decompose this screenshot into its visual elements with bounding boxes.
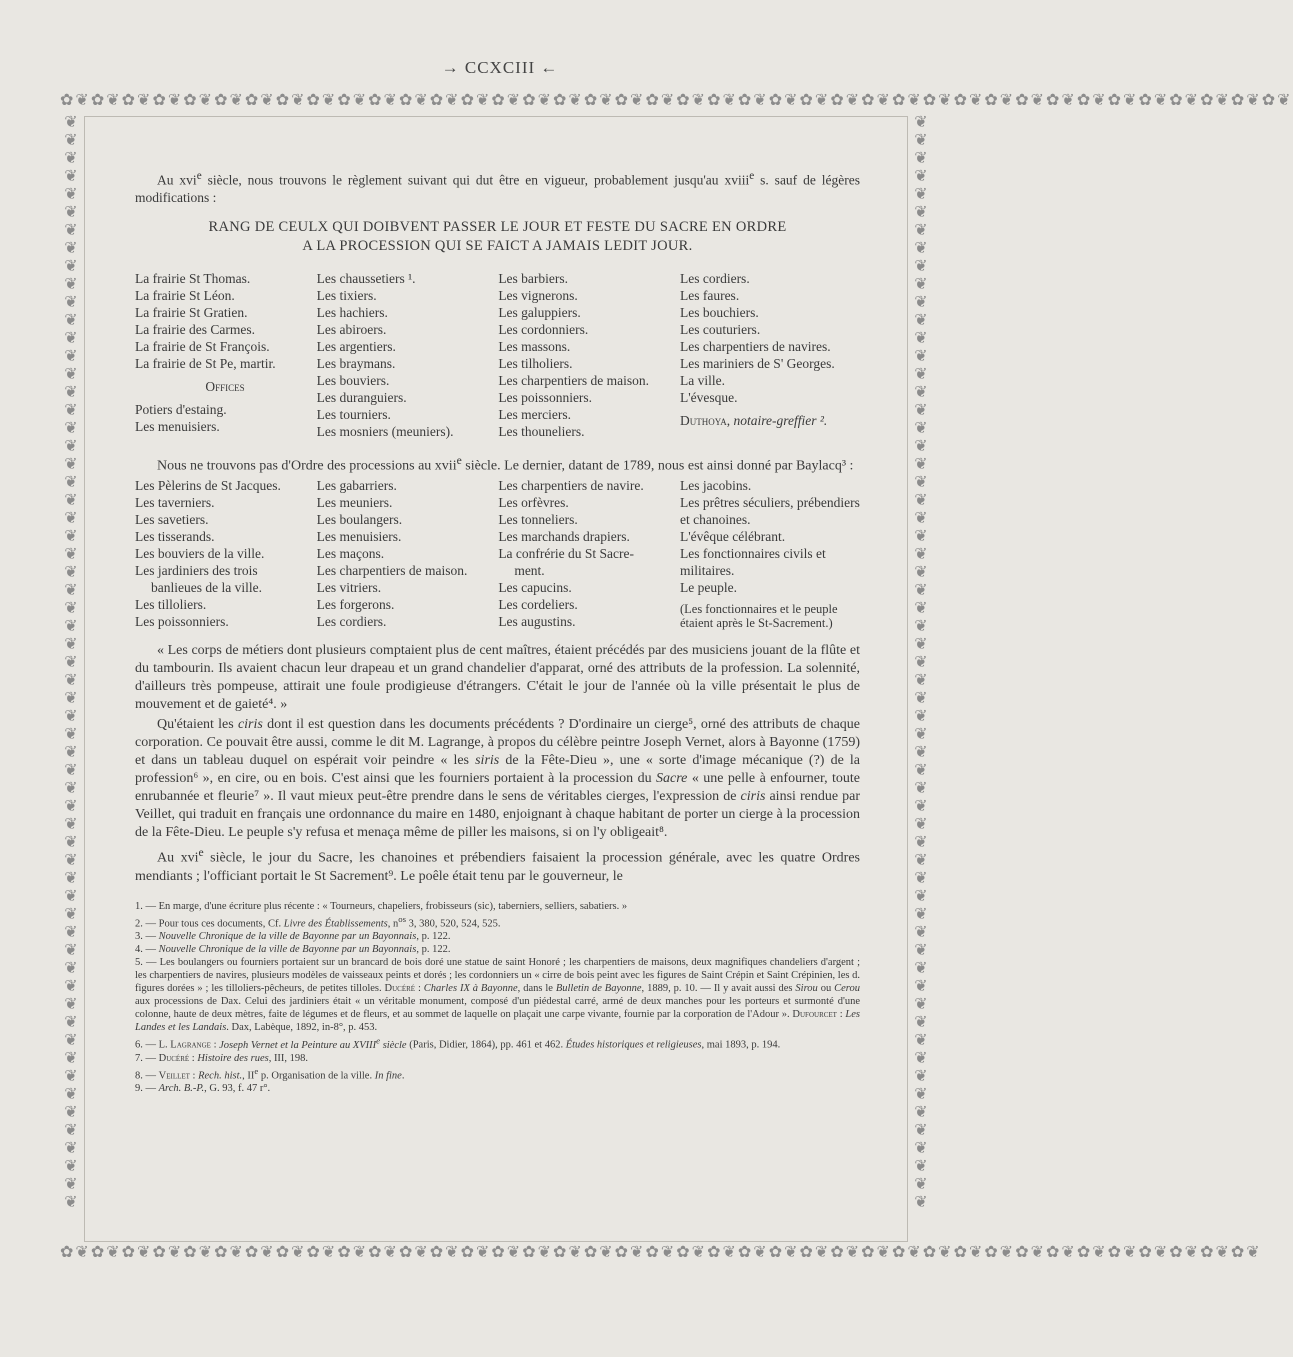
list-item: Les menuisiers. <box>135 418 220 434</box>
list-item: L'évesque. <box>679 389 738 405</box>
list-item: Les cordonniers. <box>498 321 589 337</box>
page-content <box>135 168 860 1095</box>
list-item: Les tisserands. <box>135 529 215 545</box>
list-item: Les charpentiers de navire. <box>498 478 644 494</box>
list-item: Les abiroers. <box>316 321 387 337</box>
list-item: Le peuple. <box>679 580 737 596</box>
offices-heading: Offices <box>205 378 245 394</box>
list-item: Les hachiers. <box>316 304 388 320</box>
list-item: Les vitriers. <box>316 580 382 596</box>
list-item: Les charpentiers de maison. <box>316 563 468 579</box>
list-item: Les barbiers. <box>498 270 569 286</box>
list-item: Les savetiers. <box>135 512 209 528</box>
page-number: → CCXCIII ← <box>441 58 559 77</box>
paragraph-quote: « Les corps de métiers dont plusieurs comptaient plus de cent maîtres, étaient précédés par des musiciens jouant de la flûte et du tambourin. Ils avaient chacun leur drapeau et un grand chandelier d'apparat, orné des attributs de la profession. La solennité, d'ailleurs très pompeuse, attirait une foule prodigieuse d'étrangers. C'était le jour de l'année où la ville présentait le plus de mouvement et de gaieté⁴. » <box>135 643 860 713</box>
list-item: Les braymans. <box>316 355 396 371</box>
list-item: Les poissonniers. <box>498 389 593 405</box>
list-item: Les Pèlerins de St Jacques. <box>135 478 281 494</box>
list-item: Les orfèvres. <box>498 495 569 511</box>
paragraph-ciris: Qu'étaient les ciris dont il est question dans les documents précédents ? D'ordinaire un cierge⁵, orné des attributs de chaque corporation. Ce pouvait être aussi, comme le dit M. Lagrange, à propos du célèbre peintre Joseph Vernet, alors à Bayonne (1759) et dans un tableau duquel on espérait voir peindre « les siris de la Fête-Dieu », une « sorte d'image mécanique (?) de la profession⁶ », en cire, ou en bois. C'est ainsi que les fourniers portaient à la procession du Sacre « une pelle à enfourner, toute enrubannée et fleurie⁷ ». Il vaut mieux peut-être prendre dans le sens de véritables cierges, l'expression de ciris ainsi rendue par Veillet, qui traduit en français une ordonnance du maire en 1480, enjoignant à chaque habitant de porter un cierge à la procession de la Fête-Dieu. Le peuple s'y refusa et menaça même de piller les maisons, si on l'y obligeait⁸. <box>135 717 861 841</box>
list1-column-3 <box>498 270 678 440</box>
list-item: ment. <box>514 563 545 579</box>
list-item: Les cordiers. <box>316 614 387 630</box>
list-item: Les cordeliers. <box>498 597 578 613</box>
list2-column-2 <box>317 477 497 630</box>
list-item: Les capucins. <box>498 580 572 596</box>
footnote: 3. — Nouvelle Chronique de la ville de Bayonne par un Bayonnais, p. 122. <box>135 931 451 943</box>
list-item: Les cordiers. <box>679 270 750 286</box>
list-item: Les marchands drapiers. <box>498 529 630 545</box>
list-item: La frairie St Thomas. <box>135 270 251 286</box>
list-item: Les mariniers de S' Georges. <box>679 355 835 371</box>
list-item: Les gabarriers. <box>316 478 397 494</box>
list-item: Les vignerons. <box>498 287 578 303</box>
list2-column-4 <box>680 477 860 630</box>
rule-title-line-2: A LA PROCESSION QUI SE FAICT A JAMAIS LEDIT JOUR. <box>302 237 693 254</box>
intro-paragraph: Au xvi$^e$ siècle, nous trouvons le règlement suivant qui dut être en vigueur, probablement jusqu'au xviii$^e$ s. sauf de légères modifications : <box>135 170 861 205</box>
signature-role: notaire-greffier ². <box>733 412 828 428</box>
notary-signature <box>680 412 860 429</box>
list-item: Les thouneliers. <box>498 423 585 439</box>
list-item: Les charpentiers de maison. <box>498 372 650 388</box>
footnote: 1. — En marge, d'une écriture plus récente : « Tourneurs, chapeliers, frobisseurs (sic), taberniers, selliers, sabatiers. » <box>135 900 628 912</box>
list-item: La frairie de St Pe, martir. <box>135 355 276 371</box>
list-item: La frairie de St François. <box>135 338 270 354</box>
footnote: 7. — Ducéré : Histoire des rues, III, 198. <box>135 1052 309 1064</box>
list-item: Les fonctionnaires civils et militaires. <box>679 546 826 579</box>
list-item: Les bouviers. <box>316 372 390 388</box>
list-item: Les tonneliers. <box>498 512 578 528</box>
list-item: La frairie St Léon. <box>135 287 235 303</box>
rule-title-line-1: RANG DE CEULX QUI DOIBVENT PASSER LE JOUR ET FESTE DU SACRE EN ORDRE <box>208 218 787 235</box>
list-item: Les bouchiers. <box>679 304 759 320</box>
footnote: 8. — Veillet : Rech. hist., IIe p. Organisation de la ville. In fine. <box>135 1065 405 1082</box>
list-item: Les forgerons. <box>316 597 395 613</box>
list1-column-2 <box>317 270 497 440</box>
footnote: 2. — Pour tous ces documents, Cf. Livre des Établissements, $n^{os}$ 3, 380, 520, 524, 525. <box>135 913 501 930</box>
list1-column-1 <box>135 270 315 440</box>
footnote: 6. — L. Lagrange : Joseph Vernet et la Peinture au XVIIIe siècle (Paris, Didier, 1864), pp. 461 et 462. Études historiques et religieuses, mai 1893, p. 194. <box>135 1035 781 1051</box>
list-item: Les menuisiers. <box>316 529 402 545</box>
list-item: Les taverniers. <box>135 495 215 511</box>
footnotes <box>135 900 860 1096</box>
list-item: Les chaussetiers ¹. <box>316 270 416 286</box>
list-item: Potiers d'estaing. <box>135 401 227 417</box>
list-item: Les couturiers. <box>679 321 761 337</box>
footnote: 9. — Arch. B.-P., G. 93, f. 47 r°. <box>135 1083 271 1095</box>
list-item: Les merciers. <box>498 406 572 422</box>
procession-list-2 <box>135 477 860 630</box>
list-item: Les charpentiers de navires. <box>679 338 831 354</box>
list-item: banlieues de la ville. <box>151 580 262 596</box>
list-item: La frairie St Gratien. <box>135 304 248 320</box>
list-item: Les tilholiers. <box>498 355 573 371</box>
list-item: Les duranguiers. <box>316 389 407 405</box>
list-item: Les jacobins. <box>679 478 752 494</box>
list-item: Les massons. <box>498 338 571 354</box>
paragraph-sacre: Au xvi$^e$ siècle, le jour du Sacre, les chanoines et prébendiers faisaient la procession générale, avec les quatre Ordres mendiants ; l'officiant portait le St Sacrement⁹. Le poêle était tenu par le gouverneur, le <box>135 846 860 884</box>
list-item: Les augustins. <box>498 614 576 630</box>
list-item: Les jardiniers des trois <box>135 563 258 579</box>
list-item: Les faures. <box>679 287 740 303</box>
list-item: Les bouviers de la ville. <box>135 546 265 562</box>
list2-column-3 <box>498 477 678 630</box>
frame-right-ornament: ❦❦❦❦❦❦❦❦❦❦❦❦❦❦❦❦❦❦❦❦❦❦❦❦❦❦❦❦❦❦❦❦❦❦❦❦❦❦❦❦❦❦❦❦❦❦❦❦❦❦❦❦❦❦❦❦❦❦❦❦❦ <box>914 114 928 1211</box>
list1-column-4 <box>680 270 860 440</box>
list2-column-1 <box>135 477 315 630</box>
list-item: L'évêque célébrant. <box>679 529 786 545</box>
list-item: Les argentiers. <box>316 338 396 354</box>
signature-name: Duthoya, <box>679 412 731 428</box>
list-item: Les mosniers (meuniers). <box>316 423 454 439</box>
list-item: Les galuppiers. <box>498 304 581 320</box>
list-item: Les maçons. <box>316 546 385 562</box>
list-item: Les tixiers. <box>316 287 377 303</box>
paragraph-baylacq: Nous ne trouvons pas d'Ordre des processions au xvii$^e$ siècle. Le dernier, datant de 1789, nous est ainsi donné par Baylacq³ : <box>157 453 854 474</box>
frame-left-ornament: ❦❦❦❦❦❦❦❦❦❦❦❦❦❦❦❦❦❦❦❦❦❦❦❦❦❦❦❦❦❦❦❦❦❦❦❦❦❦❦❦❦❦❦❦❦❦❦❦❦❦❦❦❦❦❦❦❦❦❦❦❦ <box>64 114 78 1211</box>
list-item: La ville. <box>679 372 725 388</box>
list-item: La confrérie du St Sacre- <box>498 546 634 562</box>
list-item: Les poissonniers. <box>135 614 229 630</box>
frame-bottom-ornament: ✿❦✿❦✿❦✿❦✿❦✿❦✿❦✿❦✿❦✿❦✿❦✿❦✿❦✿❦✿❦✿❦✿❦✿❦✿❦✿❦✿❦✿❦✿❦✿❦✿❦✿❦✿❦✿❦✿❦✿❦✿❦✿❦✿❦✿❦✿❦✿❦✿❦✿❦✿❦ <box>60 1244 1262 1261</box>
procession-list-1 <box>135 270 860 440</box>
footnote: 5. — Les boulangers ou fourniers portaient sur un brancard de bois doré une statue de saint Honoré ; les charpentiers de maisons, deux magnifiques chandeliers d'argent ; les charpentiers de navires, plusieurs modèles de vaisseaux peints et dorés ; les cordonniers un « cirre de bois peint avec les figures de Saint Crépin et Saint Crépinien, les d. figures dorées » ; les tilloliers-pêcheurs, de petites tilloles. Ducéré : Charles IX à Bayonne, dans le Bulletin de Bayonne, 1889, p. 10. — Il y avait aussi des Sirou ou Cerou aux processions de Dax. Celui des jardiniers était « un véritable monument, composé d'un piédestal carré, armé de deux manches pour les porteurs et surmonté d'une colonne, haute de deux mètres, faite de légumes et de fleurs, et au sommet de laquelle on plaçait une carpe vivante, fournie par la corporation de l'Adour ». Dufourcet : Les Landes et les Landais. Dax, Labèque, 1892, in-8°, p. 453. <box>135 957 860 1034</box>
list-item: Les tourniers. <box>316 406 391 422</box>
footnote: 4. — Nouvelle Chronique de la ville de Bayonne par un Bayonnais, p. 122. <box>135 944 451 956</box>
rule-title <box>135 218 860 256</box>
list-note: (Les fonctionnaires et le peuple étaient après le St-Sacrement.) <box>679 602 838 631</box>
frame-top-ornament: ✿❦✿❦✿❦✿❦✿❦✿❦✿❦✿❦✿❦✿❦✿❦✿❦✿❦✿❦✿❦✿❦✿❦✿❦✿❦✿❦✿❦✿❦✿❦✿❦✿❦✿❦✿❦✿❦✿❦✿❦✿❦✿❦✿❦✿❦✿❦✿❦✿❦✿❦✿❦✿❦ <box>60 92 1293 109</box>
list-item: La frairie des Carmes. <box>135 321 255 337</box>
list-item: Les boulangers. <box>316 512 403 528</box>
list-item: Les tilloliers. <box>135 597 207 613</box>
list-item: Les prêtres séculiers, prébendiers et chanoines. <box>679 495 860 528</box>
list-item: Les meuniers. <box>316 495 393 511</box>
